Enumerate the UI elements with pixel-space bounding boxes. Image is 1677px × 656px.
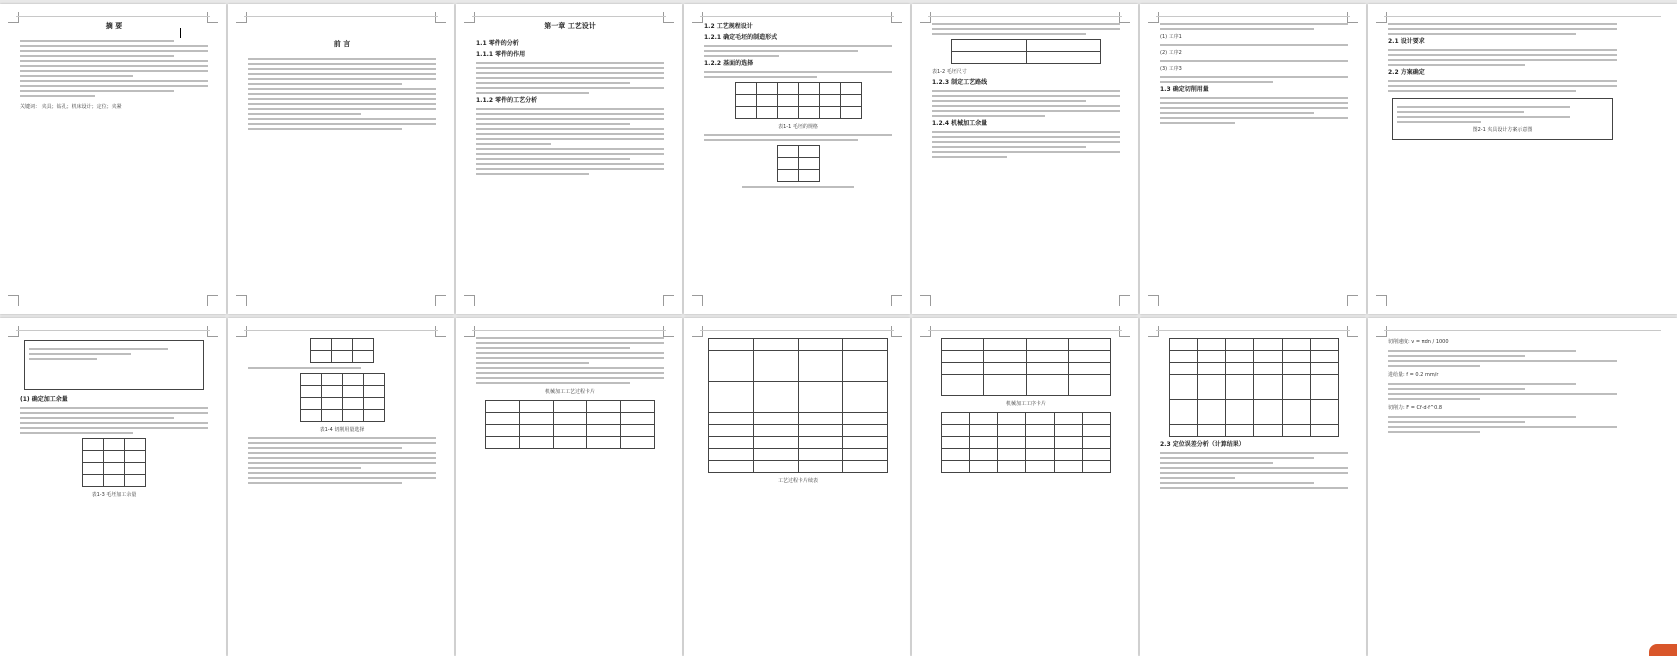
section-heading: 2.3 定位误差分析（计算结果） (1160, 441, 1245, 448)
page-1[interactable] (0, 4, 226, 314)
section-heading: 1.2.2 基面的选择 (704, 60, 754, 67)
section-heading: 1.1.1 零件的作用 (476, 51, 526, 58)
crop-mark (8, 295, 19, 306)
page-content (476, 334, 664, 453)
list-item: (1) 工序1 (1160, 34, 1182, 40)
data-table (310, 338, 374, 363)
data-table (735, 82, 862, 119)
page-2[interactable] (228, 4, 454, 314)
formula: 进给量: f = 0.2 mm/r (1388, 372, 1439, 378)
section-heading: 2.2 方案确定 (1388, 69, 1425, 76)
crop-mark (207, 12, 218, 23)
page-content (1160, 334, 1348, 492)
page-3[interactable] (456, 4, 682, 314)
page-14[interactable] (1368, 318, 1677, 656)
page-7[interactable] (1368, 4, 1677, 314)
section-heading: 1.2.4 机械加工余量 (932, 120, 988, 127)
data-table (82, 438, 146, 487)
crop-mark (8, 12, 19, 23)
section-heading: 2.1 设计要求 (1388, 38, 1425, 45)
page-content (476, 20, 664, 178)
section-heading: 1.1 零件的分析 (476, 40, 519, 47)
table-caption: 表1-4 切削用量选择 (319, 427, 365, 433)
table-caption: 表1-1 毛坯的规格 (778, 124, 818, 130)
page-12[interactable] (912, 318, 1138, 656)
page-8[interactable] (0, 318, 226, 656)
table-title: 机械加工工艺过程卡片 (544, 389, 595, 395)
formula: 切削速度: v = πdn / 1000 (1388, 339, 1449, 345)
page-10[interactable] (456, 318, 682, 656)
page-9[interactable] (228, 318, 454, 656)
page-content (704, 334, 892, 485)
text-cursor (180, 28, 181, 38)
data-table (300, 373, 385, 422)
page-content (704, 20, 892, 191)
section-heading: 1.2.1 确定毛坯的制造形式 (704, 34, 778, 41)
data-table (777, 145, 820, 182)
page-content (248, 38, 436, 133)
process-table (941, 412, 1111, 473)
diagram-box (1392, 98, 1613, 140)
table-caption: 表1-2 毛坯尺寸 (932, 69, 967, 75)
page-title: 摘 要 (105, 22, 123, 30)
keywords: 关键词： 夹具；钻孔；机床设计；定位；夹紧 (20, 104, 122, 110)
page-13[interactable] (1140, 318, 1366, 656)
process-table (485, 400, 655, 449)
list-item: (3) 工序3 (1160, 66, 1182, 72)
crop-mark (207, 295, 218, 306)
table-caption: 表1-3 毛坯加工余量 (91, 492, 137, 498)
page-content (932, 20, 1120, 161)
page-content (932, 334, 1120, 477)
page-content (20, 334, 208, 499)
page-5[interactable] (912, 4, 1138, 314)
data-table (951, 39, 1101, 64)
section-heading: 1.1.2 零件的工艺分析 (476, 97, 538, 104)
process-table (941, 338, 1111, 396)
page-content (248, 334, 436, 487)
table-title: 工艺过程卡片续表 (777, 478, 818, 484)
process-table (708, 338, 888, 473)
diagram-caption: 图2-1 夹具设计方案示意图 (1472, 127, 1533, 133)
page-content (1160, 20, 1348, 127)
page-title: 前 言 (333, 40, 351, 48)
section-heading: (1) 确定加工余量 (20, 396, 68, 403)
floating-badge[interactable] (1649, 644, 1677, 656)
page-header-line (16, 16, 210, 17)
page-content (1388, 20, 1617, 146)
process-table (1169, 338, 1339, 437)
list-item: (2) 工序2 (1160, 50, 1182, 56)
diagram-box (24, 340, 204, 390)
formula: 切削力: F = Cf·d·f^0.8 (1388, 405, 1443, 411)
section-heading: 1.2.3 制定工艺路线 (932, 79, 988, 86)
page-11[interactable] (684, 318, 910, 656)
page-4[interactable] (684, 4, 910, 314)
chapter-title: 第一章 工艺设计 (544, 22, 596, 30)
section-heading: 1.2 工艺规程设计 (704, 23, 753, 30)
table-title: 机械加工工序卡片 (1005, 401, 1046, 407)
page-6[interactable] (1140, 4, 1366, 314)
section-heading: 1.3 确定切削用量 (1160, 86, 1209, 93)
page-content (1388, 334, 1617, 436)
